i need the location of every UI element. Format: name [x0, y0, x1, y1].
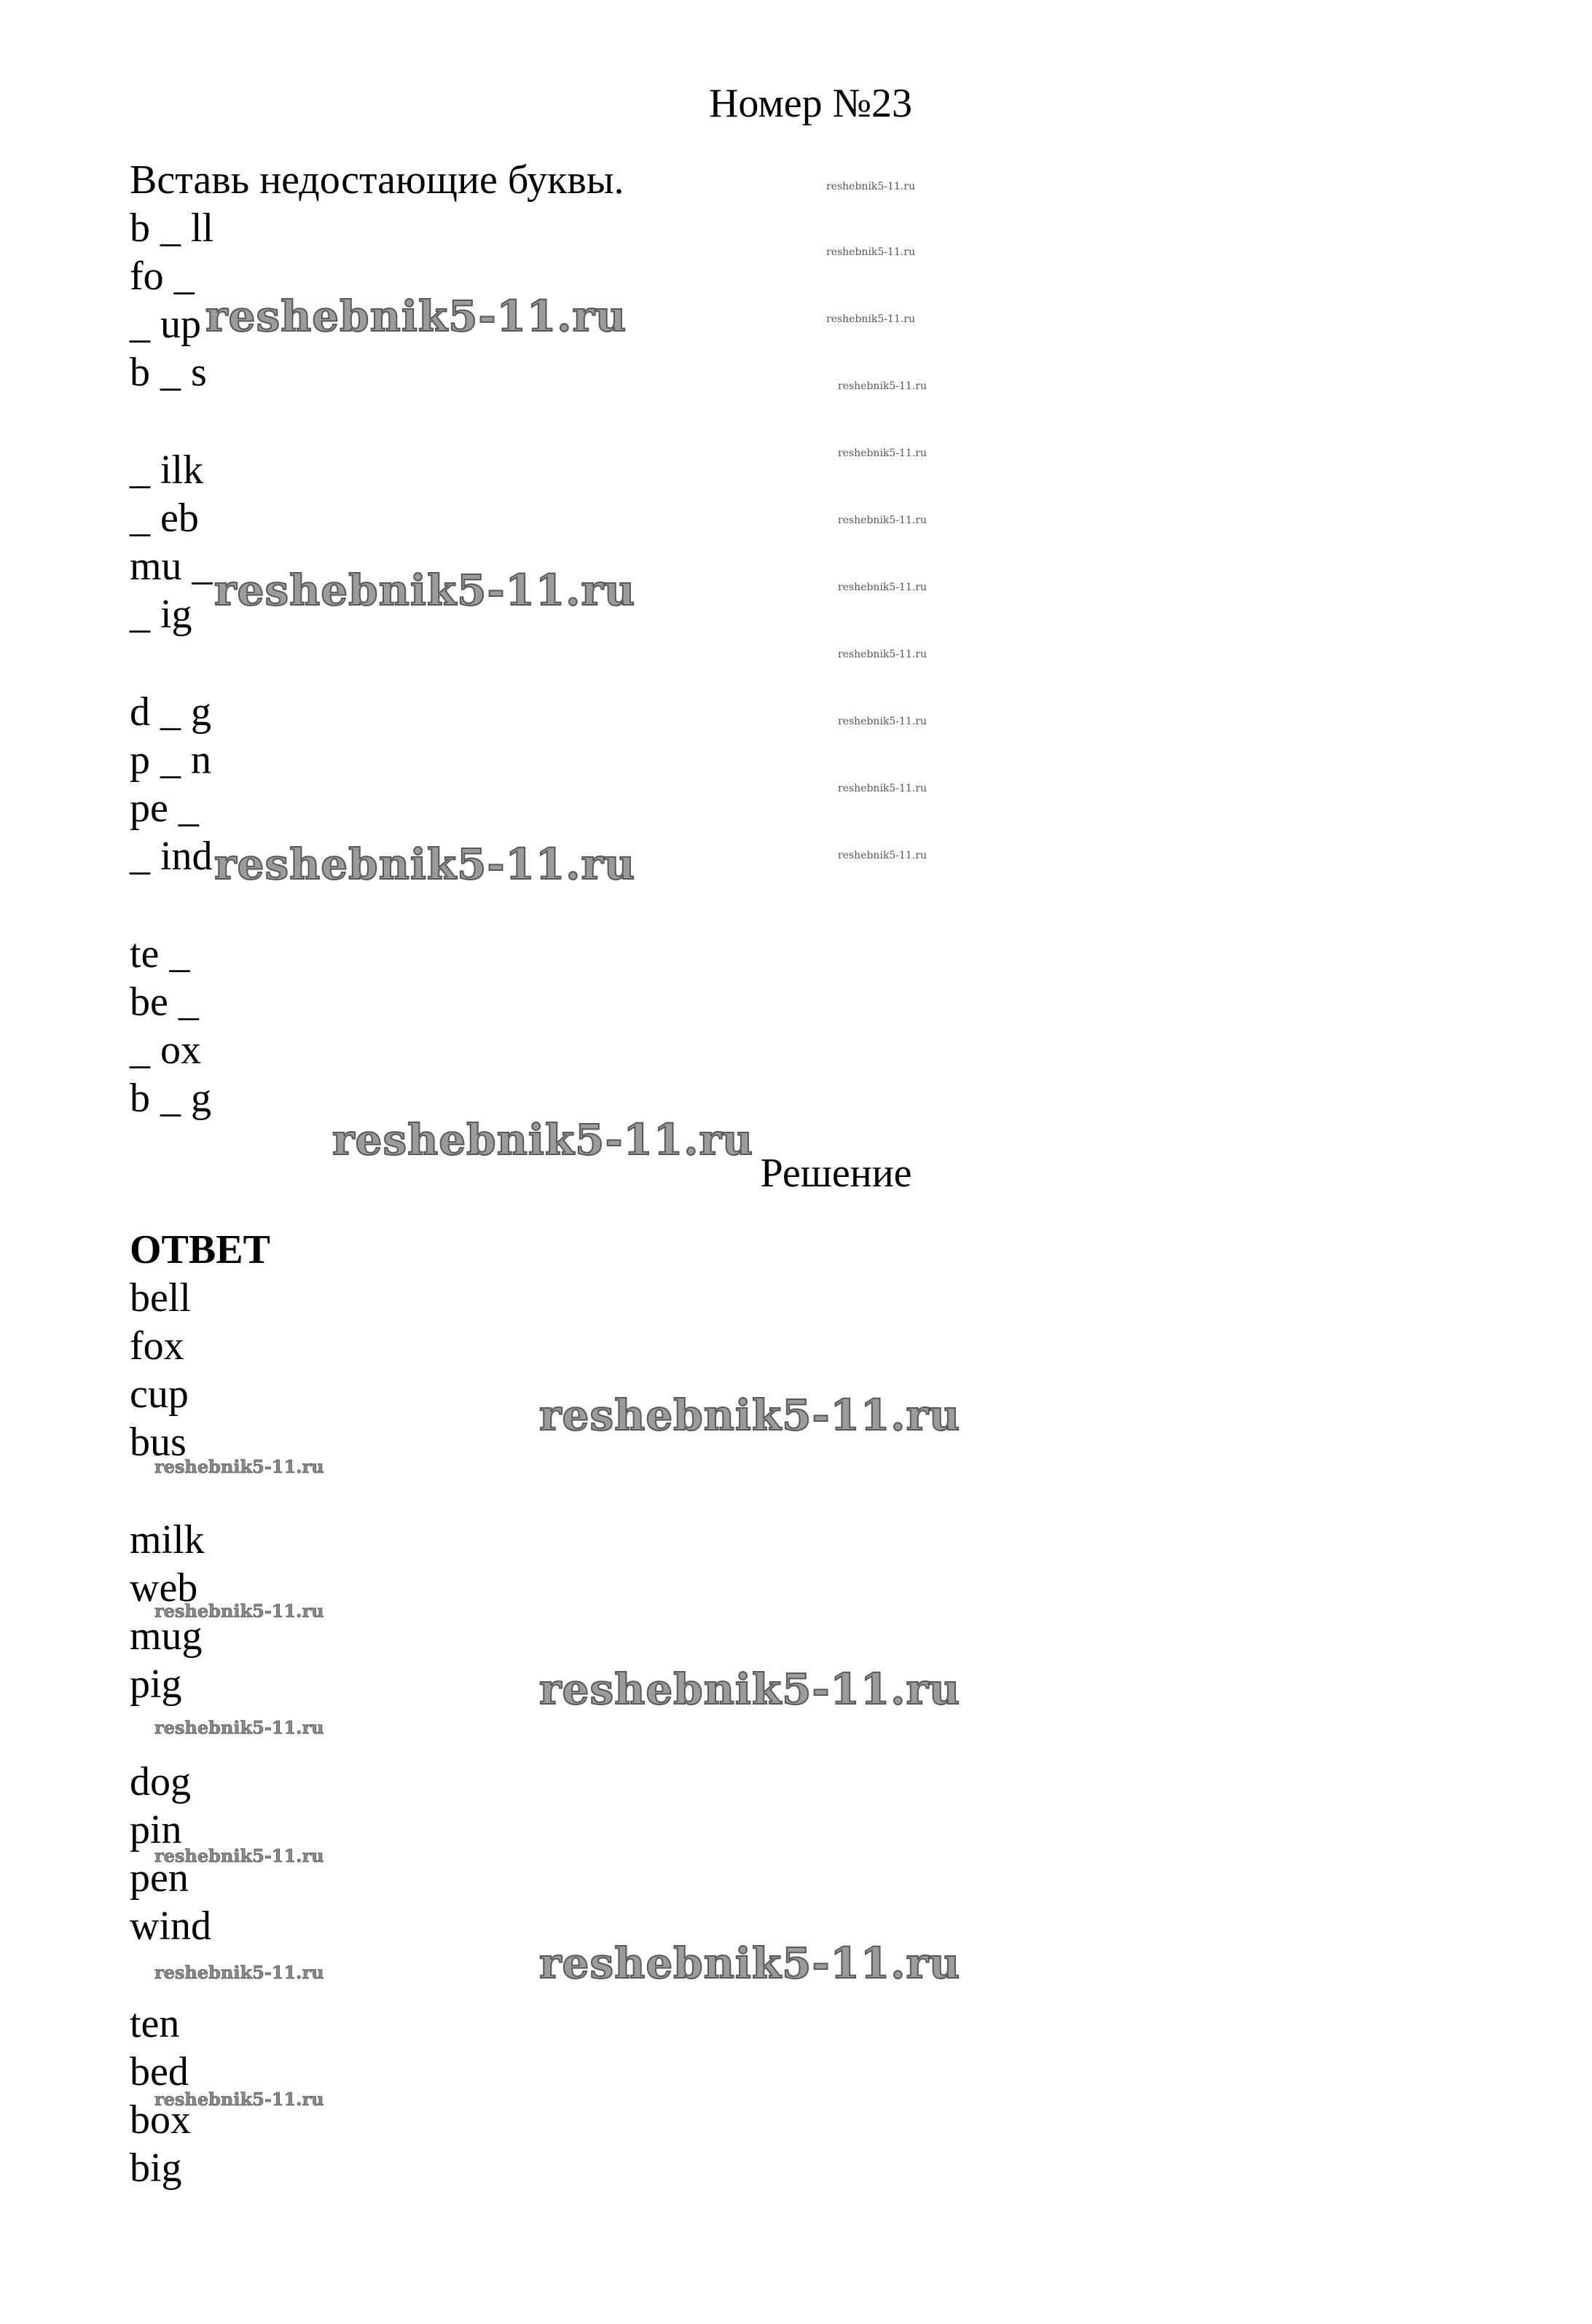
exercise-item: _ up: [130, 302, 201, 347]
answer-item: ten: [130, 2001, 180, 2046]
answer-item: dog: [130, 1759, 191, 1804]
exercise-item: b _ ll: [130, 206, 214, 251]
page-title: Номер №23: [708, 81, 913, 126]
watermark: reshebnik5-11.ru: [838, 380, 928, 392]
exercise-item: d _ g: [130, 689, 211, 735]
answer-item: milk: [130, 1517, 205, 1562]
watermark: reshebnik5-11.ru: [838, 515, 928, 526]
exercise-item: _ ox: [130, 1028, 201, 1073]
answer-item: bus: [130, 1420, 187, 1465]
watermark: reshebnik5-11.ru: [154, 2089, 324, 2110]
exercise-item: mu _: [130, 544, 213, 589]
exercise-item: b _ s: [130, 350, 207, 395]
watermark: reshebnik5-11.ru: [826, 313, 916, 325]
answer-item: pin: [130, 1807, 182, 1852]
answer-item: pig: [130, 1662, 182, 1707]
watermark: reshebnik5-11.ru: [838, 850, 928, 861]
watermark: reshebnik5-11.ru: [332, 1115, 754, 1165]
watermark: reshebnik5-11.ru: [539, 1938, 961, 1988]
watermark: reshebnik5-11.ru: [214, 566, 636, 615]
answer-item: mug: [130, 1613, 203, 1659]
exercise-item: _ ilk: [130, 447, 204, 493]
exercise-item: fo _: [130, 254, 195, 299]
exercise-item: _ ind: [130, 834, 213, 879]
watermark: reshebnik5-11.ru: [205, 292, 627, 341]
watermark: reshebnik5-11.ru: [838, 716, 928, 727]
exercise-item: _ ig: [130, 592, 192, 637]
exercise-item: p _ n: [130, 738, 211, 783]
answer-item: pen: [130, 1855, 189, 1901]
watermark: reshebnik5-11.ru: [838, 649, 928, 660]
answer-item: bell: [130, 1275, 191, 1321]
watermark: reshebnik5-11.ru: [154, 1717, 324, 1738]
watermark: reshebnik5-11.ru: [154, 1600, 324, 1621]
watermark: reshebnik5-11.ru: [838, 783, 928, 794]
answer-item: big: [130, 2145, 182, 2191]
watermark: reshebnik5-11.ru: [826, 246, 916, 258]
watermark: reshebnik5-11.ru: [214, 840, 636, 889]
watermark: reshebnik5-11.ru: [539, 1664, 961, 1714]
exercise-item: b _ g: [130, 1076, 211, 1121]
answer-item: bed: [130, 2049, 189, 2094]
watermark: reshebnik5-11.ru: [838, 582, 928, 593]
exercise-item: _ eb: [130, 496, 199, 541]
exercise-item: be _: [130, 979, 199, 1025]
answer-item: web: [130, 1565, 198, 1611]
answer-item: wind: [130, 1904, 211, 1949]
watermark: reshebnik5-11.ru: [154, 1962, 324, 1983]
watermark: reshebnik5-11.ru: [154, 1456, 324, 1477]
watermark: reshebnik5-11.ru: [826, 181, 916, 192]
answer-heading: ОТВЕТ: [130, 1227, 270, 1272]
answer-item: fox: [130, 1323, 184, 1369]
watermark: reshebnik5-11.ru: [838, 447, 928, 459]
instruction-text: Вставь недостающие буквы.: [130, 157, 624, 203]
solution-label: Решение: [760, 1151, 912, 1196]
answer-item: cup: [130, 1372, 189, 1417]
answer-item: box: [130, 2097, 191, 2143]
exercise-item: pe _: [130, 786, 199, 831]
watermark: reshebnik5-11.ru: [539, 1390, 961, 1440]
watermark: reshebnik5-11.ru: [154, 1845, 324, 1866]
exercise-item: te _: [130, 931, 190, 977]
